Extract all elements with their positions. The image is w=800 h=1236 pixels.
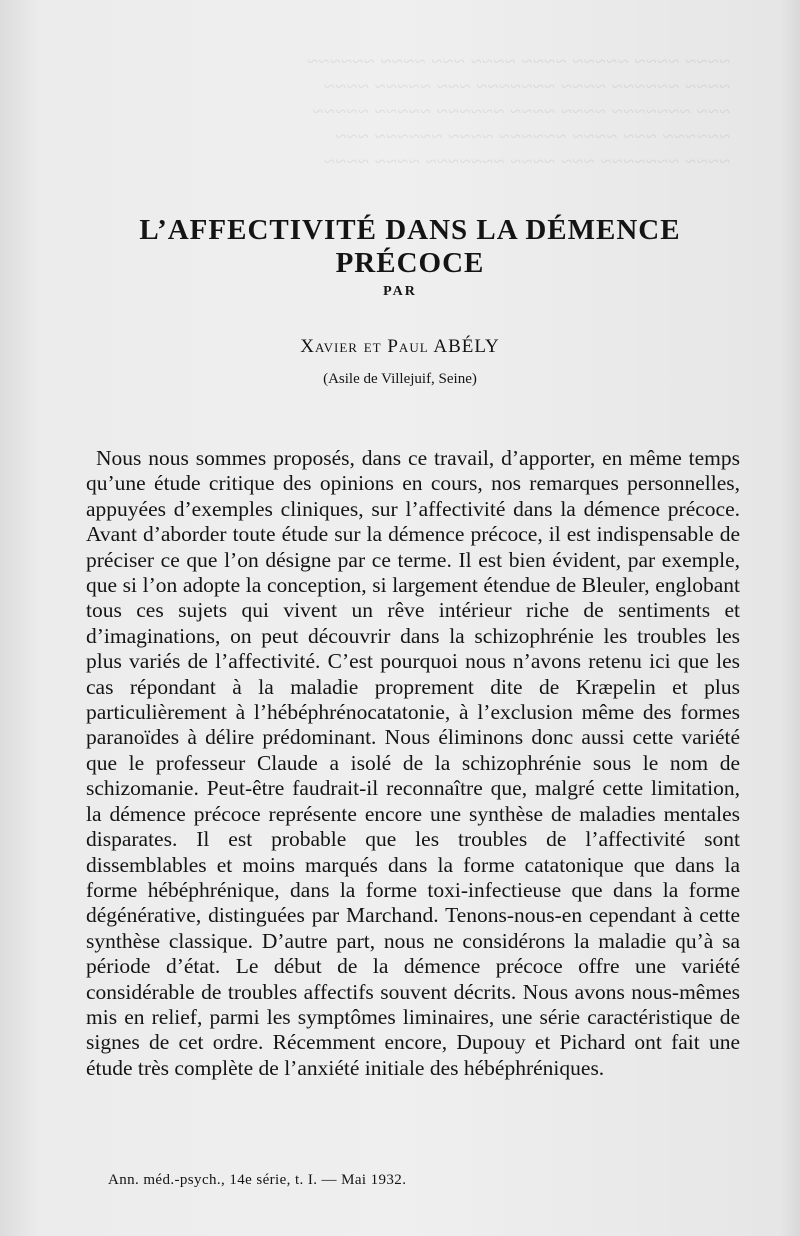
body-paragraph: Nous nous sommes proposés, dans ce travail, d’apporter, en même temps qu’une étude critique des opinions en cours, nos remarques personnelles, appuyées d’exemples cliniques, sur l’affectivité dans la démence précoce. Avant d’aborder toute étude sur la démence précoce, il est indispensable de préciser ce que l’on désigne par ce terme. Il est bien évident, par exemple, que si l’on adopte la conception, si largement étendue de Bleuler, englobant tous ces sujets qui vivent un rêve intérieur riche de sentiments et d’imaginations, on peut découvrir dans la schizophrénie les troubles les plus variés de l’affectivité. C’est pourquoi nous n’avons retenu ici que les cas répondant à la maladie proprement dite de Kræpelin et plus particulièrement à l’hébéphrénocatatonie, à l’exclusion même des formes paranoïdes à délire prédominant. Nous éliminons donc aussi cette variété que le professeur Claude a isolé de la schizophrénie sous le nom de schizomanie. Peut-être faudrait-il reconnaître que, malgré cette limitation, la démence précoce représente encore une synthèse de maladies mentales disparates. Il est probable que les troubles de l’affectivité sont dissemblables et moins marqués dans la forme catatonique que dans la forme hébéphrénique, dans la forme toxi-infectieuse que dans la forme dégénérative, distinguées par Marchand. Tenons-nous-en cependant à cette synthèse classique. D’autre part, nous ne considérons la maladie qu’à sa période d’état. Le début de la démence précoce offre une variété considérable de troubles affectifs souvent décrits. Nous avons nous-mêmes mis en relief, parmi les symptômes liminaires, une série caractéristique de signes de cet ordre. Récemment encore, Dupouy et Pichard ont fait une étude très complète de l’anxiété initiale des hébéphréniques. [86, 446, 740, 1080]
authors: Xavier et Paul ABÉLY [300, 336, 500, 357]
affiliation: (Asile de Villejuif, Seine) [323, 371, 477, 387]
footer-citation: Ann. méd.-psych., 14e série, t. I. — Mai 1932. [108, 1172, 407, 1188]
byline-prefix: PAR [383, 284, 417, 299]
article-title: L’AFFECTIVITÉ DANS LA DÉMENCE PRÉCOCE [139, 214, 681, 279]
bleed-through-decoration: ~~~~ ~~~~ ~~~~~ ~~~~ ~~~~ ~~~ ~~~~ ~~~~~~ ~~~~ ~~~~~~ ~~~~ ~~~~~~~ ~~~ ~~~~~ ~~~~ ~~~ ~~~~~~~ ~~~~ ~~~~ ~~~~~~ ~~~~~ ~~~~~ ~~~~~~ ~~~ ~~~~ ~~~~~~ ~~~~ ~~~~~~ ~~~ ~~~~ ~~~~~~~ ~~~ ~~~~ ~~~~~~~ ~~~~ ~~~~ [306, 51, 730, 173]
